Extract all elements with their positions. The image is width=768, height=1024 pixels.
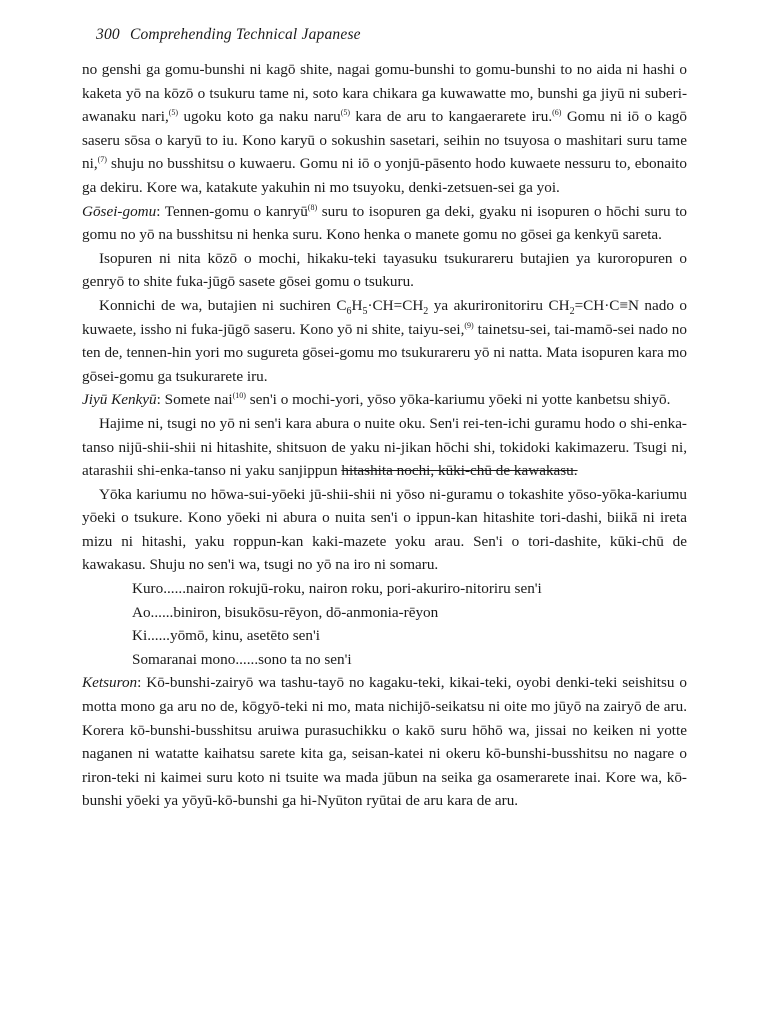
text-run: ugoku koto ga naku naru bbox=[178, 108, 341, 126]
struck-text: hitashita nochi, kūki-chū de kawakasu. bbox=[341, 462, 578, 480]
footnote-ref: (8) bbox=[307, 202, 318, 212]
text-run: sen'i o mochi-yori, yōso yōka-kariumu yōeki ni yotte kanbetsu shiyō. bbox=[245, 391, 671, 409]
text-run: tainetsu-sei, tai-mamō-sei nado no ten de, tennen-hin yori mo sugureta gōsei-gomu mo tsukurareru yō ni natta. Mata isopuren kara mo gōsei-gomu ga tsukurarete iru. bbox=[82, 320, 687, 385]
text-run: suru to isopuren ga deki, gyaku ni isopuren o hōchi suru to gomu no yō na busshitsu ni henka suru. Kono henka o manete gomu no gōsei ga kenkyū sareta. bbox=[82, 202, 688, 244]
text-run: ·CH=CH bbox=[367, 296, 424, 314]
subscript: 2 bbox=[569, 305, 575, 317]
running-header bbox=[96, 26, 361, 44]
footnote-ref: (6) bbox=[552, 108, 562, 118]
fiber-color-list bbox=[82, 577, 687, 671]
text-run: =CH·C≡N nado o kuwaete, issho ni fuka-jūgō saseru. Kono yō ni shite, taiyu-sei, bbox=[82, 296, 687, 338]
subscript: 5 bbox=[362, 305, 368, 317]
text-run: : Somete nai bbox=[156, 391, 233, 409]
text-run: : Kō-bunshi-zairyō wa tashu-tayō no kagaku-teki, kikai-teki, oyobi denki-teki seishitsu o motta mono ga aru no de, kōgyō-teki ni mo, mata nichijō-seikatsu ni oite mo jūyō na zairyō de aru. Korera kō-bunshi-busshitsu aruiwa purasuchikku o kakō suru hōhō wa, jissai no keiken ni yotte naganen ni watatte kaihatsu sarete kita ga, seisan-katei ni okeru kō-bunshi-busshitsu no nagare o riron-teki ni kaimei suru koto ni tsuite wa mada jūbun na seika ga osamerarete inai. Kore wa, kō-bunshi yōeki ya yōyū-kō-bunshi ga hi-Nyūton ryūtai de aru kara de aru. bbox=[82, 674, 687, 810]
list-item: Ao......biniron, bisukōsu-rēyon, dō-anmonia-rēyon bbox=[132, 603, 439, 621]
paragraph-procedure-2: Yōka kariumu no hōwa-sui-yōeki jū-shii-shii ni yōso ni-guramu o tokashite yōso-yōka-kariumu yōeki o tsukure. Kono yōeki ni abura o nuita sen'i o ippun-kan hitashite tori-dashi, biikā ni ireta mizu ni hitashi, yaku roppun-kan kaki-mazete yoku arau. Sen'i o tori-dashite, kūki-chū de kawakasu. Shuju no sen'i wa, tsugi no yō na iro ni somaru. bbox=[82, 485, 687, 574]
list-item: Kuro......nairon rokujū-roku, nairon roku, pori-akuriro-nitoriru sen'i bbox=[132, 580, 542, 598]
list-item: Ki......yōmō, kinu, asetēto sen'i bbox=[132, 627, 320, 645]
page-body bbox=[82, 58, 687, 813]
footnote-ref: (5) bbox=[340, 108, 351, 118]
paragraph-vulcanization bbox=[82, 58, 687, 200]
footnote-ref: (7) bbox=[97, 155, 107, 165]
text-run: : Tennen-gomu o kanryū bbox=[156, 202, 308, 220]
paragraph-synthetic-rubber bbox=[82, 200, 687, 247]
paragraph-procedure-1 bbox=[82, 412, 687, 483]
list-item: Somaranai mono......sono ta no sen'i bbox=[132, 650, 352, 668]
paragraph-copolymer bbox=[82, 294, 687, 388]
text-run: shuju no busshitsu o kuwaeru. Gomu ni iō o yonjū-pāsento hodo kuwaete nessuru to, ebonaito ga dekiru. Kore wa, katakute yakuhin ni mo tsuyoku, denki-zetsuen-sei ga yoi. bbox=[82, 155, 687, 196]
text-run: H bbox=[351, 296, 363, 314]
footnote-ref: (9) bbox=[464, 320, 474, 330]
text-run: Hajime ni, tsugi no yō ni sen'i kara abura o nuite oku. Sen'i rei-ten-ichi guramu hodo o shi-enka-tanso nijū-shii-shii ni hitashite, shitsuon de yaku ni-jikan hōchi shi, tokidoki kakimazeru. Tsugi ni, atarashii shi-enka-tanso ni yaku sanjippun bbox=[82, 414, 687, 480]
text-run: no genshi ga gomu-bunshi ni kagō shite, nagai gomu-bunshi to gomu-bunshi to no aida ni hashi o kaketa yō na kōzō o tsukuru tame ni, soto kara chikara ga kuwawatte mo, bunshi ga jiyū ni suberi-awanaku nari, bbox=[82, 61, 687, 126]
subscript: 6 bbox=[346, 305, 352, 317]
footnote-ref: (10) bbox=[232, 391, 246, 401]
text-run: kara de aru to kangaerarete iru. bbox=[350, 108, 553, 126]
running-title: Comprehending Technical Japanese bbox=[129, 26, 361, 43]
subscript: 2 bbox=[423, 305, 429, 317]
text-run: Konnichi de wa, butajien ni suchiren C bbox=[99, 296, 347, 314]
text-run: Gomu ni iō o kagō saseru sōsa o karyū to iu. Kono karyū o sokushin sasetari, seihin no tsuyosa o mashitari suru tame ni, bbox=[82, 108, 687, 173]
paragraph-isoprene: Isopuren ni nita kōzō o mochi, hikaku-teki tayasuku tsukurareru butajien ya kuroropuren o genryō to shite fuka-jūgō sasete gōsei gomu o tsukuru. bbox=[82, 249, 687, 291]
section-term: Gōsei-gomu bbox=[82, 202, 157, 220]
text-run: ya akurironitoriru CH bbox=[428, 296, 570, 314]
section-term: Jiyū Kenkyū bbox=[82, 391, 157, 409]
page-number: 300 bbox=[96, 26, 120, 43]
section-term: Ketsuron bbox=[82, 674, 138, 692]
paragraph-conclusion bbox=[82, 671, 687, 813]
paragraph-free-study bbox=[82, 388, 687, 412]
footnote-ref: (5) bbox=[168, 108, 179, 118]
